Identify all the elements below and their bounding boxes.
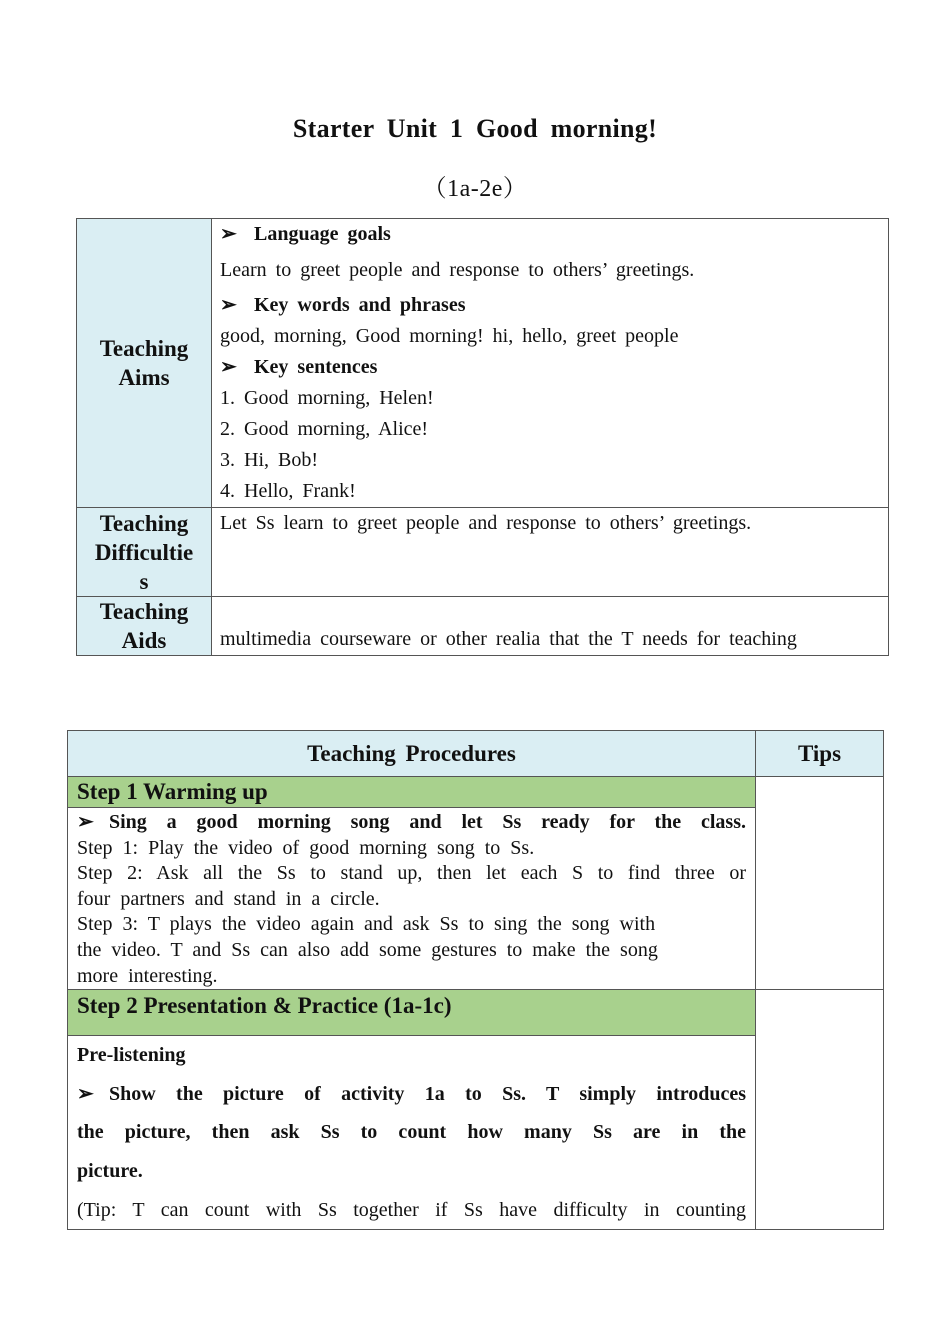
teaching-difficulties-label: Teaching Difficultie s (77, 508, 212, 597)
arrow-bullet-icon: ➢ (220, 356, 237, 378)
step1-body (68, 808, 756, 990)
step1-line: Step 1: Play the video of good morning song to Ss. (77, 836, 535, 859)
pre-listening-label: Pre-listening (77, 1044, 186, 1067)
key-sentences-heading: ➢ Key sentences (220, 352, 880, 383)
step1-line: Step 3: T plays the video again and ask Ss to sing the song with (77, 913, 656, 936)
key-words-text: good, morning, Good morning! hi, hello, greet people (220, 325, 679, 347)
teaching-aims-table (76, 218, 889, 656)
teaching-procedures-table (67, 730, 884, 1230)
teaching-aids-row (77, 597, 889, 656)
teaching-aids-text: multimedia courseware or other realia that the T needs for teaching (220, 628, 797, 650)
arrow-bullet-icon: ➢ (220, 294, 237, 316)
step2-body (68, 1036, 756, 1230)
arrow-bullet-icon: ➢ (220, 223, 237, 245)
page-title: Starter Unit 1 Good morning! (292, 114, 658, 143)
step1-heading: Step 1 Warming up (68, 777, 756, 808)
key-sentence: 3. Hi, Bob! (220, 449, 318, 471)
teaching-aims-row (77, 219, 889, 508)
arrow-bullet-icon: ➢ (77, 811, 94, 833)
teaching-aims-content (212, 219, 889, 508)
step2-bullet-line: picture. (77, 1159, 143, 1182)
procedures-header: Teaching Procedures (68, 731, 756, 777)
step1-tips-cell (756, 777, 884, 990)
step1-line: the video. T and Ss can also add some gestures to make the song (77, 938, 658, 961)
procedures-header-row (68, 731, 884, 777)
step1-line: Step 2: Ask all the Ss to stand up, then let each S to find three or (77, 862, 746, 885)
step2-heading: Step 2 Presentation & Practice (1a-1c) (68, 990, 756, 1036)
key-sentence: 4. Hello, Frank! (220, 480, 356, 502)
step2-bullet-line: the picture, then ask Ss to count how many Ss are in the (77, 1121, 746, 1144)
step1-line: more interesting. (77, 964, 218, 987)
teaching-aids-label: Teaching Aids (77, 597, 212, 656)
key-sentence: 1. Good morning, Helen! (220, 387, 434, 409)
tips-header: Tips (756, 731, 884, 777)
teaching-difficulties-row (77, 508, 889, 597)
step2-heading-row (68, 990, 884, 1036)
teaching-difficulties-content (212, 508, 889, 597)
key-words-heading: ➢ Key words and phrases (220, 290, 880, 321)
language-goals-heading: ➢ Language goals (220, 219, 880, 250)
page-subtitle: （1a-2e） (422, 176, 528, 202)
step2-tips-cell (756, 990, 884, 1230)
step2-tip: (Tip: T can count with Ss together if Ss have difficulty in counting (77, 1198, 746, 1221)
language-goals-text: Learn to greet people and response to others’ greetings. (220, 259, 695, 281)
arrow-bullet-icon: ➢ (77, 1082, 94, 1105)
key-sentence: 2. Good morning, Alice! (220, 418, 429, 440)
step1-line: four partners and stand in a circle. (77, 887, 380, 910)
step1-bullet: ➢ Sing a good morning song and let Ss ready for the class. (77, 810, 746, 836)
teaching-difficulties-text: Let Ss learn to greet people and response to others’ greetings. (220, 512, 752, 534)
step1-heading-row (68, 777, 884, 808)
teaching-aims-label: Teaching Aims (77, 219, 212, 508)
teaching-aids-content (212, 597, 889, 656)
step2-bullet-line: ➢ Show the picture of activity 1a to Ss. T simply introduces (77, 1075, 746, 1114)
